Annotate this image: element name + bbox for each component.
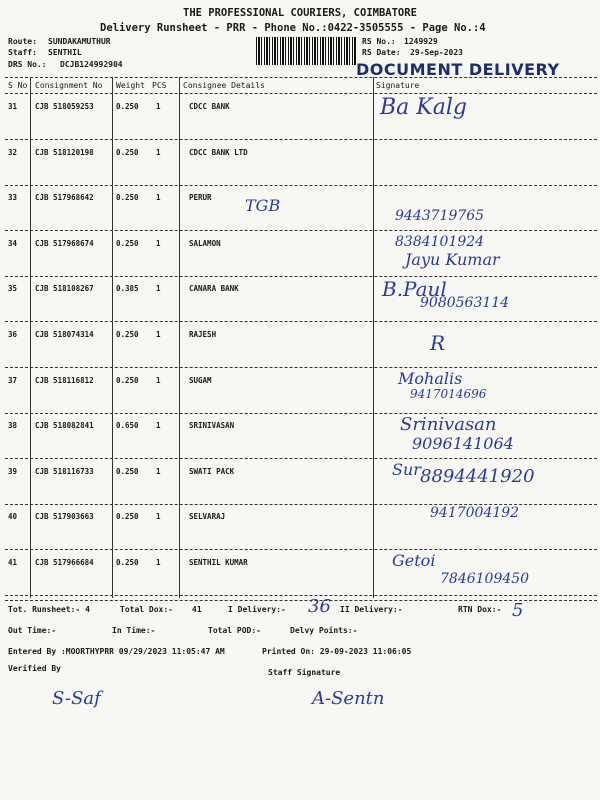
col-weight: Weight: [116, 81, 145, 90]
row-weight: 0.250: [116, 238, 139, 248]
col-pcs: PCS: [152, 81, 167, 90]
signature-handwriting: 8384101924: [395, 233, 485, 250]
barcode-icon: [256, 37, 356, 65]
row-consignment-no: CJB 518116812: [35, 375, 94, 385]
rtn-dox-handwritten: 5: [512, 600, 524, 621]
row-consignment-no: CJB 517903663: [35, 512, 94, 522]
row-pcs: 1: [156, 238, 161, 248]
row-sno: 38: [8, 421, 18, 431]
row-consignment-no: CJB 518116733: [35, 466, 94, 476]
row-pcs: 1: [156, 284, 161, 294]
row-consignee: PERUR: [189, 193, 212, 203]
drs-label: DRS No.:: [8, 60, 47, 69]
table-row: [0, 505, 600, 551]
row-consignment-no: CJB 517966684: [35, 558, 94, 567]
divider: [5, 600, 597, 601]
route-value: SUNDAKAMUTHUR: [48, 37, 111, 46]
rs-date-label: RS Date:: [362, 48, 401, 57]
rs-no-value: 1249929: [404, 37, 438, 46]
rs-no-label: RS No.:: [362, 37, 396, 46]
row-weight: 0.250: [116, 193, 139, 203]
row-weight: 0.250: [116, 147, 139, 157]
table-row: [0, 414, 600, 460]
route-label: Route:: [8, 37, 37, 46]
row-pcs: 1: [156, 193, 161, 203]
row-consignee: SELVARAJ: [189, 512, 226, 522]
row-pcs: 1: [156, 558, 161, 567]
signature-handwriting: Getoi: [392, 551, 436, 570]
signature-handwriting: Jayu Kumar: [405, 249, 500, 269]
delvy-points: Delvy Points:-: [290, 626, 358, 635]
verified-signature: S-Saf: [52, 688, 101, 709]
row-weight: 0.250: [116, 330, 139, 339]
row-sno: 31: [8, 102, 18, 111]
row-consignment-no: CJB 518059253: [35, 102, 94, 111]
row-pcs: 1: [156, 466, 161, 476]
out-time: Out Time:-: [8, 626, 57, 635]
row-consignee: CDCC BANK: [189, 102, 230, 111]
table-row: [0, 323, 600, 369]
total-pod: Total POD:-: [208, 626, 261, 635]
signature-handwriting: Sur: [392, 459, 421, 479]
row-consignment-no: CJB 517968674: [35, 238, 94, 248]
table-row: [0, 369, 600, 415]
total-dox-label: Total Dox:-: [120, 605, 173, 614]
ii-delivery-label: II Delivery:-: [340, 605, 403, 614]
staff-signature-label: Staff Signature: [268, 668, 341, 677]
row-weight: 0.250: [116, 466, 139, 476]
row-weight: 0.250: [116, 102, 139, 111]
row-sno: 33: [8, 193, 18, 203]
row-sno: 34: [8, 238, 18, 248]
signature-handwriting: Srinivasan: [400, 414, 497, 436]
total-dox-value: 41: [192, 605, 202, 614]
col-sno: S No: [8, 81, 28, 90]
signature-handwriting: 9080563114: [420, 295, 510, 312]
row-sno: 39: [8, 466, 18, 476]
signature-handwriting: 7846109450: [440, 571, 530, 587]
table-row: [0, 186, 600, 232]
printed-on: Printed On: 29-09-2023 11:06:05: [262, 647, 412, 656]
row-pcs: 1: [156, 375, 161, 385]
row-pcs: 1: [156, 330, 161, 339]
table-row: [0, 551, 600, 597]
row-weight: 0.250: [116, 558, 139, 567]
row-pcs: 1: [156, 421, 161, 431]
signature-handwriting: TGB: [245, 196, 281, 216]
divider: [5, 93, 597, 94]
signature-handwriting: Ba Kalg: [380, 95, 467, 120]
row-consignment-no: CJB 518074314: [35, 330, 94, 339]
row-consignee: SENTHIL KUMAR: [189, 558, 248, 567]
signature-handwriting: 9096141064: [412, 434, 514, 454]
row-consignment-no: CJB 518082841: [35, 421, 94, 431]
staff-signature: A-Sentn: [312, 688, 385, 709]
row-weight: 0.385: [116, 284, 139, 294]
signature-handwriting: 9417004192: [430, 505, 520, 522]
row-sno: 36: [8, 330, 18, 339]
row-sno: 41: [8, 558, 18, 567]
document-delivery-stamp: DOCUMENT DELIVERY: [356, 60, 560, 79]
row-consignee: CDCC BANK LTD: [189, 147, 248, 157]
signature-handwriting: 9443719765: [395, 208, 485, 225]
drs-value: DCJB124992904: [60, 60, 123, 69]
table-row: [0, 460, 600, 506]
row-sno: 40: [8, 512, 18, 522]
row-divider: [5, 595, 597, 596]
row-consignment-no: CJB 518108267: [35, 284, 94, 294]
table-row: [0, 277, 600, 323]
row-consignment-no: CJB 517968642: [35, 193, 94, 203]
row-consignee: SUGAM: [189, 375, 212, 385]
signature-handwriting: 9417014696: [410, 386, 487, 401]
row-sno: 37: [8, 375, 18, 385]
i-delivery-handwritten: 36: [308, 596, 331, 617]
row-sno: 35: [8, 284, 18, 294]
signature-handwriting: Mohalis: [398, 368, 463, 388]
row-pcs: 1: [156, 512, 161, 522]
in-time: In Time:-: [112, 626, 156, 635]
company-title: THE PROFESSIONAL COURIERS, COIMBATORE: [183, 7, 417, 19]
col-signature: Signature: [376, 81, 420, 90]
signature-handwriting: B.Paul: [382, 277, 447, 302]
staff-value: SENTHIL: [48, 48, 82, 57]
verified-by: Verified By: [8, 664, 61, 673]
row-pcs: 1: [156, 147, 161, 157]
row-consignment-no: CJB 518120198: [35, 147, 94, 157]
row-pcs: 1: [156, 102, 161, 111]
signature-handwriting: 8894441920: [420, 465, 535, 487]
rtn-dox-label: RTN Dox:-: [458, 605, 502, 614]
row-weight: 0.250: [116, 512, 139, 522]
staff-label: Staff:: [8, 48, 37, 57]
rs-date-value: 29-Sep-2023: [410, 48, 463, 57]
col-consignee: Consignee Details: [183, 81, 265, 90]
col-consignment: Consignment No: [35, 81, 103, 90]
row-consignee: RAJESH: [189, 330, 217, 339]
runsheet-subtitle: Delivery Runsheet - PRR - Phone No.:0422-3505555 - Page No.:4: [100, 22, 486, 34]
row-consignee: CANARA BANK: [189, 284, 239, 294]
divider: [5, 77, 597, 78]
table-row: [0, 95, 600, 141]
i-delivery-label: I Delivery:-: [228, 605, 286, 614]
signature-handwriting: R: [430, 331, 446, 355]
table-row: [0, 232, 600, 278]
row-weight: 0.650: [116, 421, 139, 431]
table-row: [0, 141, 600, 187]
row-consignee: SALAMON: [189, 238, 221, 248]
tot-runsheet: Tot. Runsheet:- 4: [8, 605, 90, 614]
row-sno: 32: [8, 147, 18, 157]
entered-by: Entered By :MOORTHYPRR 09/29/2023 11:05:47 AM: [8, 647, 225, 656]
row-consignee: SRINIVASAN: [189, 421, 235, 431]
row-consignee: SWATI PACK: [189, 466, 235, 476]
row-weight: 0.250: [116, 375, 139, 385]
